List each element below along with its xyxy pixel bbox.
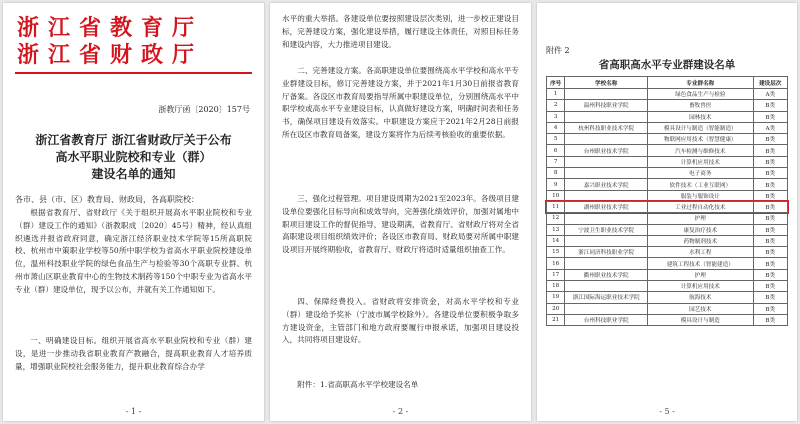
table-row xyxy=(547,314,788,325)
row-number: 8 xyxy=(547,168,565,179)
table-row xyxy=(547,281,788,292)
row-number: 21 xyxy=(547,314,565,325)
document-page-5 xyxy=(537,3,797,421)
title-line: 浙江省教育厅 浙江省财政厅关于公布 xyxy=(35,133,232,147)
school-name: 湖州职业技术学院 xyxy=(565,201,648,212)
construction-level: B类 xyxy=(753,190,787,201)
body-paragraph: 水平的重大举措。各建设单位要按照建设层次类别，进一步校正建设目标，完善建设方案，强化建设举措，履行建设主体责任，对照目标任务和建设内容，大力推进项目建设。 xyxy=(282,14,519,49)
page-number: - 5 - xyxy=(659,407,675,416)
column-header: 学校名称 xyxy=(565,77,648,89)
body-paragraph: 三、强化过程管理。项目建设周期为2021至2023年。各级项目建设单位要强化目标导向和成效导向，完善强化绩效评价，加强对属地中职项目建设工作的督促指导，建设期满，省教育厅、省财政厅将对全省高职建设项目组织绩效评价；各设区市教育局、财政局要对所属中职建设项目开展终期验收，省教育厅、财政厅将适时适量组织抽查工作。 xyxy=(282,194,519,255)
row-number: 13 xyxy=(547,224,565,235)
construction-level: A类 xyxy=(753,89,787,100)
school-name xyxy=(565,168,648,179)
table-row xyxy=(547,292,788,303)
column-header: 专业群名称 xyxy=(647,77,753,89)
row-number: 16 xyxy=(547,258,565,269)
document-title xyxy=(3,132,264,183)
construction-level: B类 xyxy=(753,145,787,156)
document-page-1 xyxy=(3,3,264,421)
school-name xyxy=(565,134,648,145)
program-group-name: 畜牧兽医 xyxy=(647,100,753,111)
row-number: 5 xyxy=(547,134,565,145)
page-number: - 2 - xyxy=(392,407,409,416)
school-name xyxy=(565,281,648,292)
school-name: 浙江国际海运职业技术学院 xyxy=(565,292,648,303)
construction-level: B类 xyxy=(753,314,787,325)
construction-level: B类 xyxy=(753,247,787,258)
row-number: 11 xyxy=(547,201,565,212)
table-body xyxy=(547,89,788,326)
school-name xyxy=(565,190,648,201)
table-row xyxy=(547,134,788,145)
school-name: 嘉兴职业技术学院 xyxy=(565,179,648,190)
construction-level: B类 xyxy=(753,111,787,122)
table-row xyxy=(547,122,788,133)
table-row xyxy=(547,201,788,212)
program-group-name: 航海技术 xyxy=(647,292,753,303)
page-number: - 1 - xyxy=(125,407,142,416)
issuer-line: 浙江省教育厅 xyxy=(17,15,204,41)
table-row xyxy=(547,258,788,269)
title-line: 高水平职业院校和专业（群） xyxy=(55,150,212,164)
annex-label: 附件 2 xyxy=(546,46,570,55)
row-number: 6 xyxy=(547,145,565,156)
table-row xyxy=(547,89,788,100)
table-row xyxy=(547,224,788,235)
table-row xyxy=(547,111,788,122)
table-row xyxy=(547,100,788,111)
school-name xyxy=(565,156,648,167)
program-group-name: 计算机应用技术 xyxy=(647,281,753,292)
program-group-name: 护理 xyxy=(647,269,753,280)
row-number: 9 xyxy=(547,179,565,190)
school-name: 杭州科技职业技术学院 xyxy=(565,122,648,133)
construction-level: B类 xyxy=(753,201,787,212)
document-page-2 xyxy=(270,3,531,421)
program-group-name: 软件技术（工业互联网） xyxy=(647,179,753,190)
body-paragraph: 四、保障经费投入。省财政将安排资金，对高水平学校和专业（群）建设给予奖补（宁波市属学校除外）。各建设单位要积极争取多方建设资金，主管部门和地方政府要履行申报承诺，加强项目建设投入，共同将项目建设好。 xyxy=(282,297,519,345)
school-name: 浙江同济科技职业学院 xyxy=(565,247,648,258)
table-row xyxy=(547,235,788,246)
program-group-name: 园林技术 xyxy=(647,111,753,122)
table-row xyxy=(547,269,788,280)
document-number: 浙教厅函〔2020〕157号 xyxy=(158,105,250,114)
school-name: 衢州职业技术学院 xyxy=(565,269,648,280)
row-number: 19 xyxy=(547,292,565,303)
construction-level: A类 xyxy=(753,122,787,133)
school-name: 台州职业技术学院 xyxy=(565,145,648,156)
construction-level: B类 xyxy=(753,269,787,280)
school-name: 台州科技职业学院 xyxy=(565,314,648,325)
construction-level: B类 xyxy=(753,213,787,224)
construction-level: B类 xyxy=(753,235,787,246)
program-group-name: 电子商务 xyxy=(647,168,753,179)
program-group-name: 水利工程 xyxy=(647,247,753,258)
issuer-line: 浙江省财政厅 xyxy=(17,42,204,68)
program-group-name: 模具设计与制造（智能制造） xyxy=(647,122,753,133)
recipient-line: 各市、县（市、区）教育局、财政局，各高职院校： xyxy=(15,195,199,204)
program-group-name: 汽车检测与维修技术 xyxy=(647,145,753,156)
construction-level: B类 xyxy=(753,281,787,292)
body-paragraph: 一、明确建设目标。组织开展省高水平职业院校和专业（群）建设，是进一步推动我省职业教育产教融合，提高职业教育人才培养质量，增强职业院校社会服务能力，提升职业教育综合办学 xyxy=(15,336,252,371)
construction-level: B类 xyxy=(753,224,787,235)
construction-level: B类 xyxy=(753,156,787,167)
table-row xyxy=(547,190,788,201)
school-name xyxy=(565,258,648,269)
construction-level: B类 xyxy=(753,303,787,314)
body-paragraph: 根据省教育厅、省财政厅《关于组织开展高水平职业院校和专业（群）建设工作的通知》（浙教职成〔2020〕45号）精神，经认真组织遴选并报省政府同意，确定浙江经济职业技术学院等15所高职院校、杭州市中策职业学校等50所中职学校为省高水平职业院校建设单位，温州科技职业学院的绿色食品生产与检验等30个高职专业群、杭州市萧山区职业教育中心的生物技术制药等150个中职专业为省高水平专业（群）建设单位，现予以公布，并就有关工作通知如下。 xyxy=(15,208,252,294)
school-name xyxy=(565,111,648,122)
row-number: 2 xyxy=(547,100,565,111)
row-number: 10 xyxy=(547,190,565,201)
attachment-note: 附件：1.省高职高水平学校建设名单 xyxy=(297,380,419,389)
row-number: 20 xyxy=(547,303,565,314)
program-group-name: 园艺技术 xyxy=(647,303,753,314)
row-number: 3 xyxy=(547,111,565,122)
program-group-name: 护理 xyxy=(647,213,753,224)
construction-level: B类 xyxy=(753,134,787,145)
program-group-name: 康复治疗技术 xyxy=(647,224,753,235)
row-number: 12 xyxy=(547,213,565,224)
issuer-header xyxy=(17,15,203,69)
table-row xyxy=(547,168,788,179)
body-paragraph: 二、完善建设方案。各高职建设单位要围绕高水平学校和高水平专业群建设目标，修订完善建设方案，并于2021年1月30日前报省教育厅备案。各设区市教育局要指导所属中职建设单位，分别围绕高水平中职学校或高水平专业建设目标，认真做好建设方案，明确时间表和任务书，确保项目建设有效落实。中职建设方案应于2021年2月28日前报所在设区市教育局备案，建设方案将作为后续考核验收的重要依据。 xyxy=(282,66,519,139)
table-row xyxy=(547,213,788,224)
construction-level: B类 xyxy=(753,100,787,111)
table-title: 省高职高水平专业群建设名单 xyxy=(598,59,736,71)
program-group-name: 物联网应用技术（智慧健康） xyxy=(647,134,753,145)
school-name xyxy=(565,303,648,314)
table-row xyxy=(547,145,788,156)
school-name: 温州科技职业学院 xyxy=(565,100,648,111)
program-group-name: 建筑工程技术（智能建造） xyxy=(647,258,753,269)
table-row xyxy=(547,303,788,314)
school-name xyxy=(565,213,648,224)
construction-level: B类 xyxy=(753,179,787,190)
row-number: 17 xyxy=(547,269,565,280)
table-row xyxy=(547,156,788,167)
table-row xyxy=(547,247,788,258)
row-number: 7 xyxy=(547,156,565,167)
table-header-row xyxy=(547,77,788,89)
column-header: 建设层次 xyxy=(753,77,787,89)
school-name: 宁波卫生职业技术学院 xyxy=(565,224,648,235)
program-group-name: 计算机应用技术 xyxy=(647,156,753,167)
school-name xyxy=(565,235,648,246)
title-line: 建设名单的通知 xyxy=(91,167,176,181)
program-list-table xyxy=(546,76,788,326)
program-group-name: 服装与服饰设计 xyxy=(647,190,753,201)
construction-level: B类 xyxy=(753,258,787,269)
row-number: 18 xyxy=(547,281,565,292)
row-number: 15 xyxy=(547,247,565,258)
program-group-name: 模具设计与制造 xyxy=(647,314,753,325)
row-number: 4 xyxy=(547,122,565,133)
column-header: 序号 xyxy=(547,77,565,89)
program-group-name: 药物制剂技术 xyxy=(647,235,753,246)
construction-level: B类 xyxy=(753,292,787,303)
row-number: 1 xyxy=(547,89,565,100)
program-group-name: 绿色食品生产与检验 xyxy=(647,89,753,100)
school-name xyxy=(565,89,648,100)
program-group-name: 工业过程自动化技术 xyxy=(647,201,753,212)
table-row xyxy=(547,179,788,190)
row-number: 14 xyxy=(547,235,565,246)
construction-level: B类 xyxy=(753,168,787,179)
red-divider xyxy=(15,72,252,74)
